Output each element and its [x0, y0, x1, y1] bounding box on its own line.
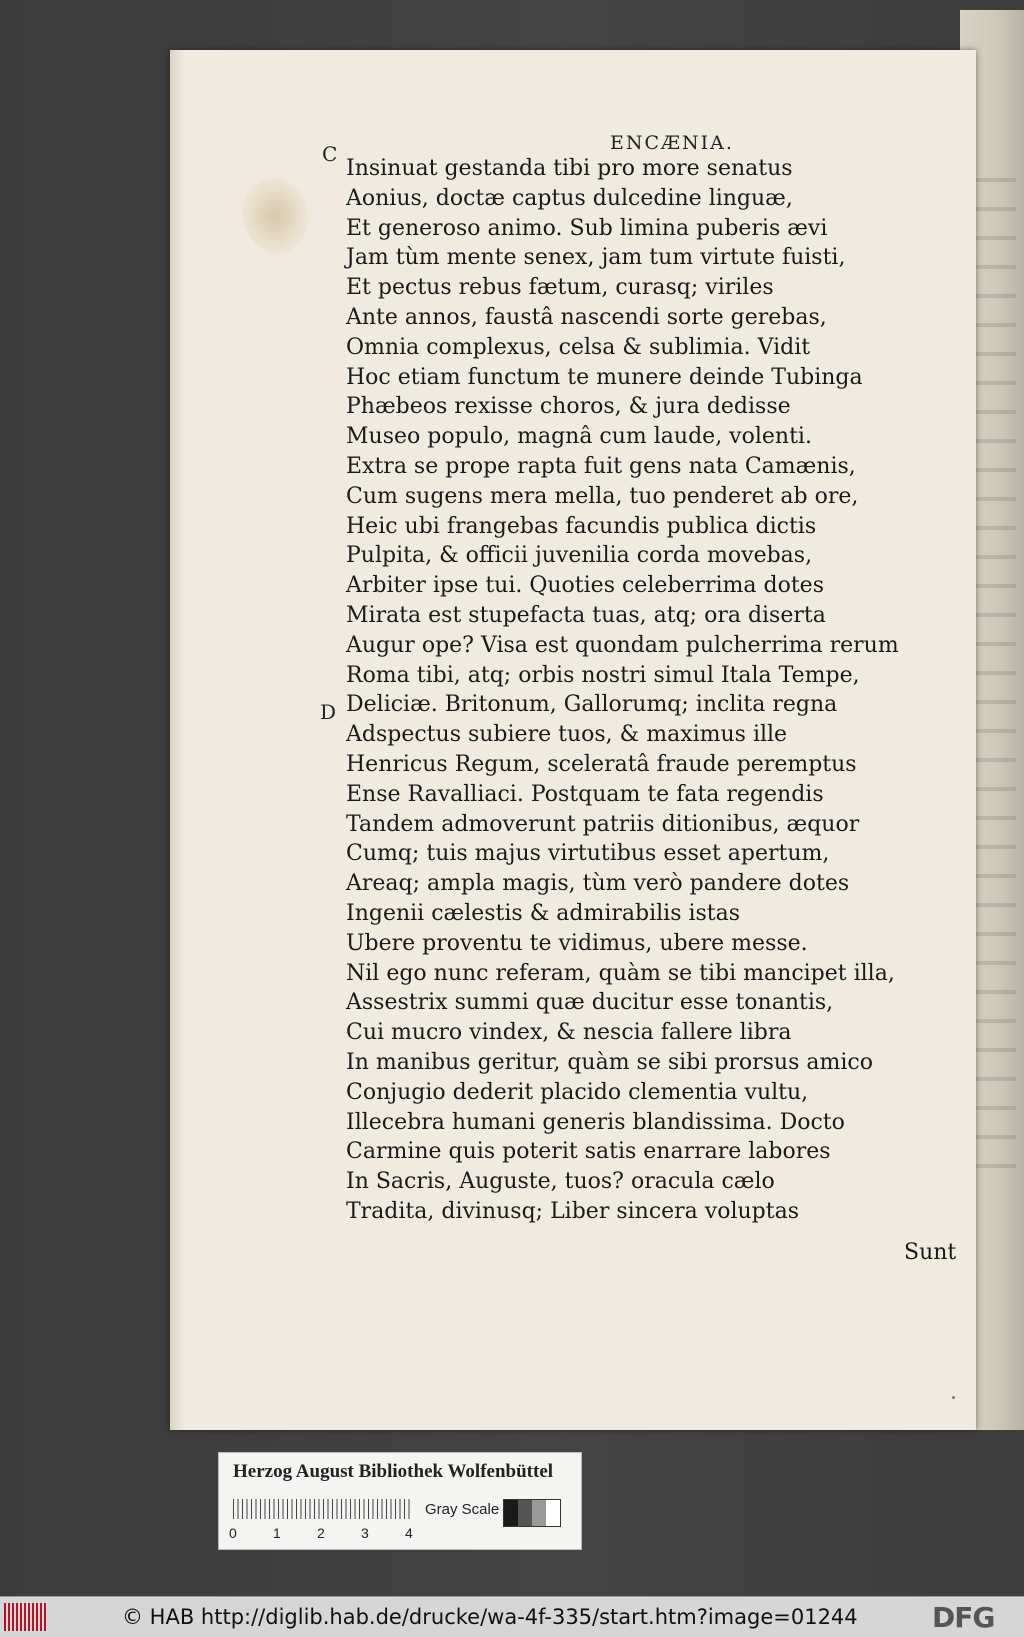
verse-line: Augur ope? Visa est quondam pulcherrima rerum	[346, 632, 899, 658]
verse-line: Conjugio dederit placido clementia vultu,	[346, 1079, 809, 1105]
verse-line: Assestrix summi quæ ducitur esse tonantis,	[346, 990, 834, 1016]
ruler-number: 1	[273, 1525, 281, 1541]
dfg-logo: DFG	[932, 1601, 995, 1634]
gray-scale-swatches	[503, 1499, 561, 1527]
verse-line: Arbiter ipse tui. Quoties celeberrima dotes	[346, 573, 824, 599]
verse-line: Et generoso animo. Sub limina puberis ævi	[346, 215, 828, 241]
verse-line: Areaq; ampla magis, tùm verò pandere dotes	[346, 871, 850, 897]
verse-line: Cumq; tuis majus virtutibus esset apertum,	[346, 841, 830, 867]
barcode-icon	[4, 1603, 48, 1631]
verse-line: Deliciæ. Britonum, Gallorumq; inclita regna	[346, 692, 838, 718]
gray-scale-label: Gray Scale	[425, 1501, 500, 1518]
verse-line: Pulpita, & officii juvenilia corda movebas,	[346, 543, 813, 569]
copyright-url[interactable]: © HAB http://diglib.hab.de/drucke/wa-4f-335/start.htm?image=01244	[122, 1605, 858, 1629]
verse-line: Museo populo, magnâ cum laude, volenti.	[346, 424, 812, 450]
ruler-number: 3	[361, 1525, 369, 1541]
verse-line: In manibus geritur, quàm se sibi prorsus amico	[346, 1049, 873, 1075]
verse-line: Ante annos, faustâ nascendi sorte gerebas,	[346, 304, 827, 330]
scale-ruler	[233, 1499, 413, 1519]
verse-line: Illecebra humani generis blandissima. Docto	[346, 1109, 845, 1135]
color-target-card	[218, 1452, 582, 1550]
running-head: ENCÆNIA.	[610, 132, 734, 154]
gray-swatch	[518, 1500, 532, 1526]
verse-line: Nil ego nunc referam, quàm se tibi mancipet illa,	[346, 960, 895, 986]
signature-marker-c: C	[322, 142, 338, 166]
verse-line: Jam tùm mente senex, jam tum virtute fuisti,	[346, 245, 846, 271]
gray-swatch	[504, 1500, 518, 1526]
ruler-number: 4	[405, 1525, 413, 1541]
verse-line: Ingenii cælestis & admirabilis istas	[346, 900, 741, 926]
gray-swatch	[532, 1500, 546, 1526]
verse-line: Aonius, doctæ captus dulcedine linguæ,	[346, 185, 793, 211]
footer-bar	[0, 1596, 1024, 1637]
verse-line: Phæbeos rexisse choros, & jura dedisse	[346, 394, 791, 420]
catchword: Sunt	[904, 1240, 957, 1265]
verse-line: In Sacris, Auguste, tuos? oracula cælo	[346, 1169, 775, 1195]
paper-stain	[242, 178, 308, 254]
verse-line: Roma tibi, atq; orbis nostri simul Itala Tempe,	[346, 662, 860, 688]
verse-line: Cui mucro vindex, & nescia fallere libra	[346, 1020, 792, 1046]
verse-line: Cum sugens mera mella, tuo penderet ab ore,	[346, 483, 859, 509]
verse-line: Heic ubi frangebas facundis publica dictis	[346, 513, 817, 539]
ruler-number: 0	[229, 1525, 237, 1541]
verse-line: Insinuat gestanda tibi pro more senatus	[346, 156, 793, 181]
library-name: Herzog August Bibliothek Wolfenbüttel	[233, 1461, 554, 1482]
verse-line: Adspectus subiere tuos, & maximus ille	[346, 722, 788, 748]
page-mark	[952, 1396, 955, 1399]
verse-line: Mirata est stupefacta tuas, atq; ora diserta	[346, 602, 826, 628]
verse-line: Et pectus rebus fætum, curasq; viriles	[346, 275, 774, 301]
verse-line: Hoc etiam functum te munere deinde Tubinga	[346, 364, 863, 390]
verse-line: Ubere proventu te vidimus, ubere messe.	[346, 930, 808, 956]
verse-line: Ense Ravalliaci. Postquam te fata regendis	[346, 781, 824, 807]
verse-line: Henricus Regum, sceleratâ fraude peremptus	[346, 751, 857, 777]
verse-line: Carmine quis poterit satis enarrare labores	[346, 1139, 831, 1165]
ruler-number: 2	[317, 1525, 325, 1541]
signature-marker-d: D	[320, 700, 337, 724]
verse-line: Omnia complexus, celsa & sublimia. Vidit	[346, 334, 811, 360]
verse-line: Tandem admoverunt patriis ditionibus, æquor	[346, 811, 860, 837]
verse-text	[346, 154, 966, 1227]
verse-line: Tradita, divinusq; Liber sincera voluptas	[346, 1198, 799, 1224]
gray-swatch	[546, 1500, 560, 1526]
verse-line: Extra se prope rapta fuit gens nata Camænis,	[346, 453, 856, 479]
book-page	[170, 50, 976, 1430]
